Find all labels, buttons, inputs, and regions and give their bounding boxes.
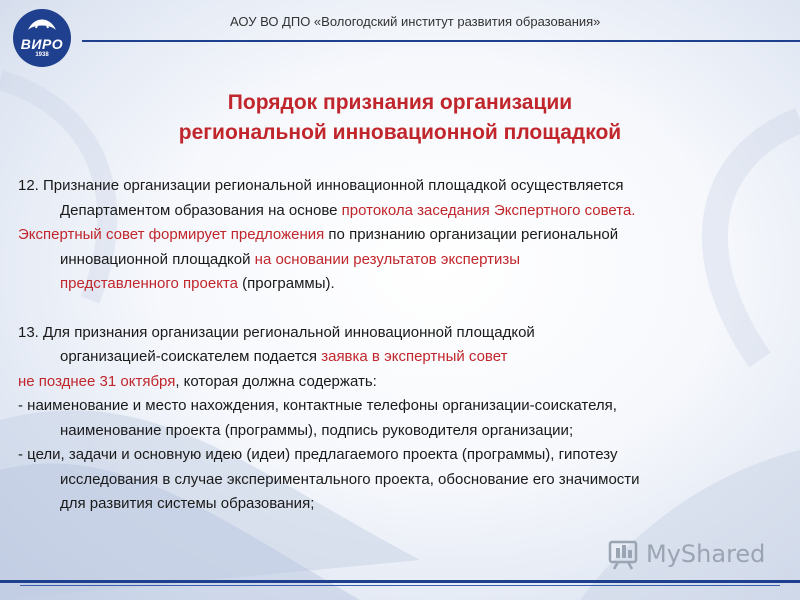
p13-line-3-text: , которая должна содержать:	[175, 372, 377, 390]
title-line-2: региональной инновационной площадкой	[178, 121, 622, 144]
p12-line-3	[18, 223, 788, 248]
p12-line-2-highlight: протокола заседания Экспертного совета.	[341, 201, 636, 219]
p13-line-1: 13. Для признания организации региональной инновационной площадкой	[18, 323, 535, 341]
paragraph-12	[18, 174, 788, 297]
footer-divider	[0, 580, 800, 583]
p13-line-8: для развития системы образования;	[60, 495, 315, 512]
p13-line-3-highlight: не позднее 31 октября	[18, 372, 176, 390]
paragraph-13	[18, 321, 788, 517]
logo-year: 1938	[35, 52, 49, 58]
slide-title	[100, 88, 700, 148]
title-line-1: Порядок признания организации	[227, 91, 573, 114]
p13-line-7: исследования в случае экспериментального проекта, обоснование его значимости	[60, 470, 640, 488]
p12-line-4	[18, 248, 788, 273]
footer-divider-thin	[20, 585, 780, 586]
p13-line-5: наименование проекта (программы), подпись руководителя организации;	[60, 421, 574, 439]
p12-line-3-text: по признанию организации региональной	[324, 226, 619, 243]
header-org-name: АОУ ВО ДПО «Вологодский институт развития образования»	[230, 14, 601, 29]
p12-line-2	[18, 199, 788, 224]
p13-line-2	[18, 345, 788, 370]
p13-line-2-text: организацией-соискателем подается	[60, 348, 322, 365]
p12-line-4-highlight: на основании результатов экспертизы	[254, 250, 521, 268]
header-divider	[82, 40, 800, 42]
slide-body	[18, 174, 788, 517]
p13-line-3	[18, 370, 788, 395]
p12-line-2-text: Департаментом образования на основе	[60, 201, 342, 219]
p13-line-4: - наименование и место нахождения, контактные телефоны организации-соискателя,	[18, 397, 617, 414]
p12-line-5	[18, 272, 788, 297]
p12-line-1: 12. Признание организации региональной инновационной площадкой осуществляется	[18, 177, 624, 194]
paragraph-gap	[18, 297, 788, 321]
logo-text: ВИРО	[20, 36, 64, 52]
p13-line-2-highlight: заявка в экспертный совет	[321, 348, 508, 365]
p13-line-6: - цели, задачи и основную идею (идеи) предлагаемого проекта (программы), гипотезу	[18, 446, 618, 463]
p12-line-5-text: (программы).	[237, 275, 335, 292]
p12-line-3-highlight: Экспертный совет формирует предложения	[18, 226, 325, 243]
myshared-watermark-text: MyShared	[646, 540, 766, 568]
p12-line-4-text: инновационной площадкой	[60, 250, 255, 268]
p12-line-5-highlight: представленного проекта	[60, 275, 238, 292]
